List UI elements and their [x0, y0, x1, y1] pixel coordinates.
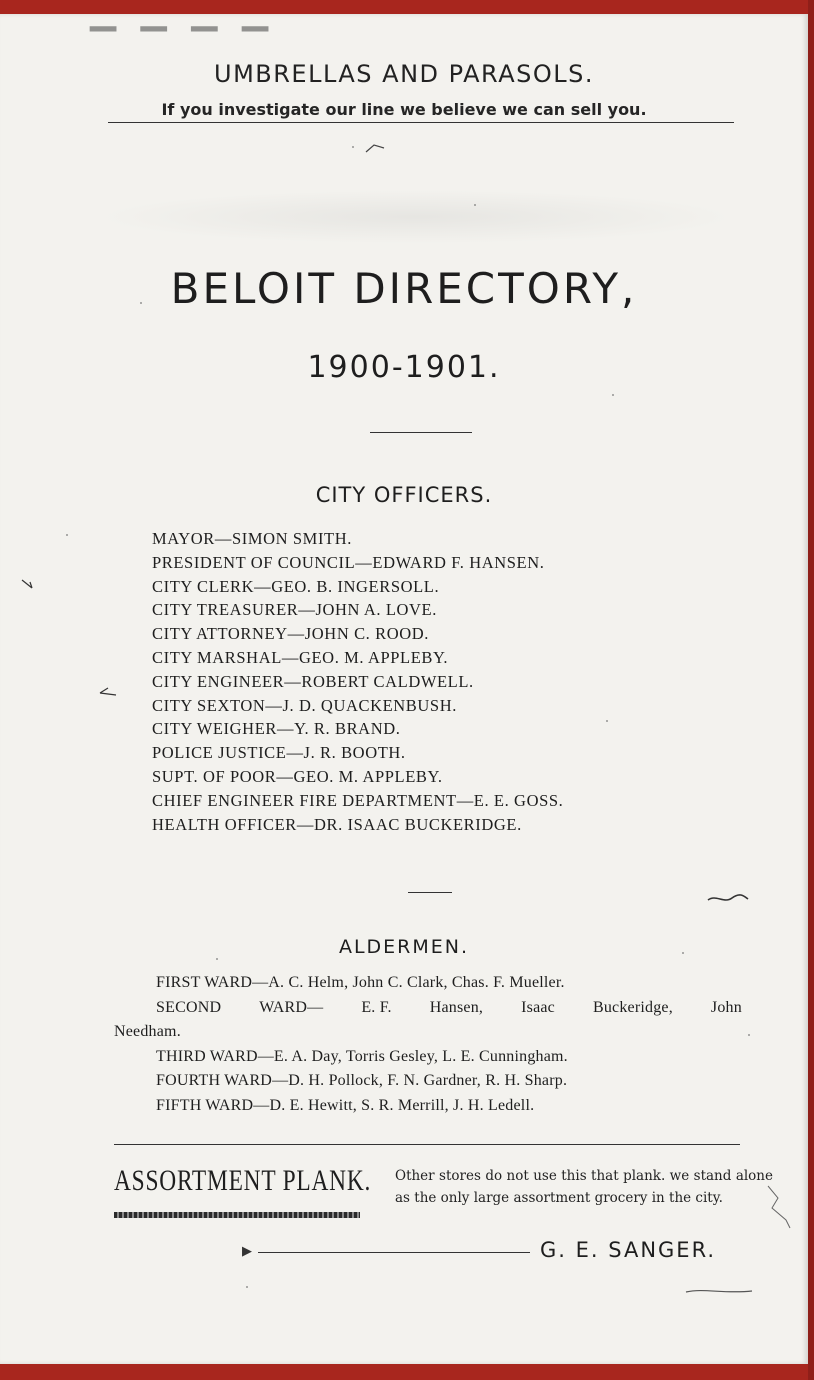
officer-entry-city-weigher: CITY WEIGHER—Y. R. BRAND. — [152, 719, 401, 739]
officer-entry-city-sexton: CITY SEXTON—J. D. QUACKENBUSH. — [152, 695, 457, 715]
officer-entry-health-officer: HEALTH OFFICER—DR. ISAAC BUCKERIDGE. — [152, 814, 522, 834]
ward-second-word: Buckeridge, — [592, 998, 673, 1016]
directory-years: 1900-1901. — [307, 350, 501, 385]
officer-entry-police-justice: POLICE JUSTICE—J. R. BOOTH. — [152, 743, 406, 763]
officer-entry-president-council: PRESIDENT OF COUNCIL—EDWARD F. HANSEN. — [152, 552, 545, 572]
ward-third: THIRD WARD—E. A. Day, Torris Gesley, L. E. Cunningham. — [156, 1047, 568, 1065]
paper-speck — [682, 952, 684, 954]
officer-entry-chief-engineer: CHIEF ENGINEER FIRE DEPARTMENT—E. E. GOSS. — [152, 790, 564, 810]
ward-fourth: FOURTH WARD—D. H. Pollock, F. N. Gardner, R. H. Sharp. — [156, 1072, 568, 1089]
officer-entry-mayor: MAYOR—SIMON SMITH. — [152, 529, 352, 548]
ward-second-word: Isaac — [521, 998, 555, 1016]
bottom-divider — [114, 1144, 740, 1145]
officer-entry-supt-poor: SUPT. OF POOR—GEO. M. APPLEBY. — [152, 766, 443, 786]
paper-speck — [352, 146, 354, 148]
paper-speck — [216, 958, 218, 960]
short-divider-1 — [370, 432, 472, 433]
ward-second-word: Hansen, — [429, 998, 484, 1016]
assortment-plank-headline: ASSORTMENT PLANK. — [114, 1164, 372, 1197]
ink-scribble-icon — [364, 142, 386, 154]
short-divider-2 — [408, 892, 452, 893]
pointing-arrow-icon: ▶ — [242, 1243, 252, 1258]
officer-entry-city-clerk: CITY CLERK—GEO. B. INGERSOLL. — [152, 576, 440, 596]
ward-second-continuation: Needham. — [114, 1023, 181, 1040]
cropped-header-fragment: ▁ ▁ ▁ ▁ — [90, 0, 277, 31]
plank-decorative-bar — [114, 1212, 360, 1218]
ink-scribble-icon — [706, 890, 750, 906]
directory-title: BELOIT DIRECTORY, — [170, 264, 638, 313]
ink-scribble-icon — [764, 1182, 794, 1232]
umbrellas-ad-title: UMBRELLAS AND PARASOLS. — [214, 60, 594, 88]
aldermen-heading: ALDERMEN. — [338, 936, 470, 958]
officer-entry-city-attorney: CITY ATTORNEY—JOHN C. ROOD. — [152, 624, 430, 644]
officer-entry-city-treasurer: CITY TREASURER—JOHN A. LOVE. — [152, 600, 437, 620]
city-officers-list — [152, 527, 772, 836]
assortment-plank-text: Other stores do not use this that plank. we stand alone as the only large assortment grocery in the city. — [395, 1168, 773, 1206]
ward-second-word: E. F. — [361, 998, 392, 1016]
paper-speck — [66, 534, 68, 536]
signature-leader-line — [258, 1252, 530, 1253]
cover-edge — [808, 0, 814, 1380]
ward-second-word: WARD— — [259, 998, 324, 1016]
paper-speck — [246, 1286, 248, 1288]
paper-speck — [140, 302, 142, 304]
city-officers-heading: CITY OFFICERS. — [315, 483, 493, 507]
ward-second-word: SECOND — [156, 998, 222, 1016]
paper-speck — [612, 394, 614, 396]
ward-second-word: John — [710, 998, 742, 1016]
officer-entry-city-engineer: CITY ENGINEER—ROBERT CALDWELL. — [152, 671, 474, 691]
ward-second — [114, 996, 742, 1021]
paper-speck — [748, 1034, 750, 1036]
ink-scribble-icon — [20, 578, 36, 594]
paper-speck — [606, 720, 608, 722]
ink-scribble-icon — [98, 686, 118, 700]
umbrellas-ad-subtitle: If you investigate our line we believe we can sell you. — [161, 100, 647, 119]
aldermen-list — [114, 971, 742, 1118]
ward-first: FIRST WARD—A. C. Helm, John C. Clark, Chas. F. Mueller. — [156, 974, 565, 991]
ink-scribble-icon — [684, 1286, 754, 1298]
top-divider — [108, 122, 734, 123]
ward-fifth: FIFTH WARD—D. E. Hewitt, S. R. Merrill, J. H. Ledell. — [156, 1096, 535, 1114]
paper-speck — [474, 204, 476, 206]
officer-entry-city-marshal: CITY MARSHAL—GEO. M. APPLEBY. — [152, 647, 449, 667]
bleed-through-shadow — [96, 190, 736, 244]
sanger-signature: G. E. SANGER. — [540, 1238, 717, 1262]
